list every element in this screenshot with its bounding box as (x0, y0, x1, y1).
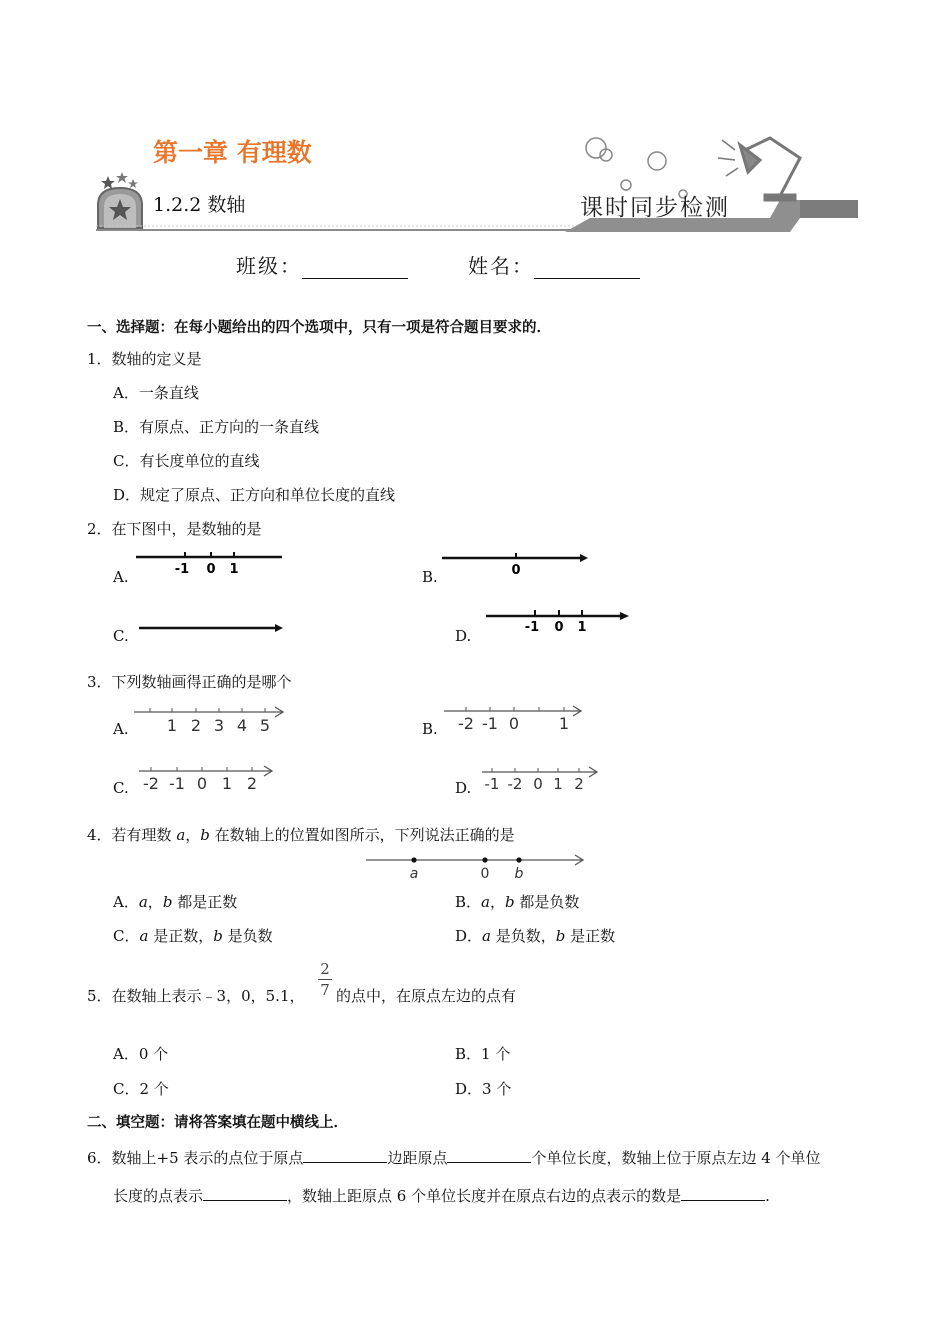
q4-option-d: D．a 是负数，b 是正数 (455, 927, 616, 945)
chapter-title: 第一章 有理数 (153, 138, 312, 167)
section1-title: 一、选择题：在每小题给出的四个选项中，只有一项是符合题目要求的． (87, 320, 551, 336)
q3-figure-c (135, 761, 285, 793)
tick-label: a (409, 866, 419, 882)
q6-line1: 6．数轴上+5 表示的点位于原点 边距原点 个单位长度，数轴上位于原点左边 4 个单位 (87, 1146, 821, 1168)
q5-option-c: C．2 个 (113, 1080, 169, 1098)
tick-label: 4 (236, 716, 248, 734)
q5-option-b: B．1 个 (455, 1045, 511, 1063)
fraction-numerator: 2 (320, 960, 330, 978)
tick-label: 0 (508, 714, 520, 733)
q2-label-a: A. (113, 568, 129, 586)
tick-label: 1 (166, 716, 178, 734)
q5-fraction (318, 960, 332, 999)
tick-label: 1 (577, 620, 587, 635)
tick-label: -1 (524, 620, 540, 635)
tick-label: 0 (196, 774, 208, 793)
point-b (516, 857, 521, 862)
point-a (411, 857, 416, 862)
tick-label: 0 (206, 562, 216, 577)
q3-label-d: D. (455, 779, 472, 797)
q6-line2: 长度的点表示 ，数轴上距原点 6 个单位长度并在原点右边的点表示的数是 . (113, 1184, 770, 1206)
q4-number-line (362, 850, 592, 882)
tick-label: 3 (213, 716, 225, 734)
q2-label-b: B. (422, 568, 438, 586)
tick-label: -2 (143, 774, 159, 793)
section2-title: 二、填空题：请将答案填在题中横线上． (87, 1115, 348, 1131)
tick-label: 1 (229, 562, 239, 577)
q2-figure-d (482, 606, 637, 636)
section-title: 1.2.2 数轴 (153, 194, 246, 216)
q1-option-a: A．一条直线 (113, 384, 199, 402)
q4-option-b: B．a，b 都是负数 (455, 893, 580, 911)
tick-label: 0 (511, 563, 521, 578)
q3-stem: 3．下列数轴画得正确的是哪个 (87, 673, 292, 691)
name-field (468, 250, 640, 279)
q5-option-a: A．0 个 (113, 1045, 169, 1063)
q3-figure-b (440, 701, 590, 733)
q2-stem: 2．在下图中，是数轴的是 (87, 520, 262, 538)
tick-label: b (514, 866, 524, 882)
tick-label: -1 (484, 775, 500, 793)
q5-stem-pre: 5．在数轴上表示﹣3，0，5.1， (87, 987, 305, 1005)
tick-label: 2 (246, 774, 258, 793)
tick-label: 1 (558, 714, 570, 733)
star-badge-icon (98, 172, 142, 228)
answer-blank[interactable] (447, 1146, 531, 1163)
q1-stem: 1．数轴的定义是 (87, 350, 202, 368)
q2-label-c: C. (113, 627, 129, 645)
class-label: 班级： (236, 254, 302, 278)
answer-blank[interactable] (681, 1184, 765, 1201)
q4-option-a: A．a，b 都是正数 (113, 893, 238, 911)
q3-figure-d (478, 762, 608, 794)
q3-label-b: B. (422, 720, 438, 738)
q5-option-d: D．3 个 (455, 1080, 512, 1098)
class-blank[interactable] (302, 260, 408, 279)
q2-figure-b (438, 548, 598, 578)
name-blank[interactable] (534, 260, 640, 279)
tick-label: 0 (554, 620, 564, 635)
tick-label: -2 (507, 775, 523, 793)
tick-label: 2 (190, 716, 202, 734)
q3-label-c: C. (113, 779, 129, 797)
answer-blank[interactable] (203, 1184, 287, 1201)
tick-label: 5 (259, 716, 271, 734)
desk-lamp-icon (718, 138, 800, 200)
q2-figure-c (133, 620, 293, 636)
tick-label: -1 (169, 774, 185, 793)
q4-option-c: C．a 是正数，b 是负数 (113, 927, 273, 945)
q4-stem: 4．若有理数 a，b 在数轴上的位置如图所示，下列说法正确的是 (87, 826, 515, 844)
q5-stem-post: 的点中，在原点左边的点有 (336, 987, 517, 1005)
tick-label: 0 (480, 866, 490, 882)
header-decoration (0, 0, 950, 240)
q1-option-c: C．有长度单位的直线 (113, 452, 260, 470)
q1-option-d: D．规定了原点、正方向和单位长度的直线 (113, 486, 396, 504)
tick-label: 1 (221, 774, 233, 793)
fraction-denominator: 7 (320, 981, 330, 999)
point-origin (482, 857, 487, 862)
tick-label: -1 (174, 562, 190, 577)
tick-label: -2 (458, 714, 474, 733)
name-label: 姓名： (468, 254, 534, 278)
class-field (236, 250, 408, 279)
q2-label-d: D. (455, 627, 472, 645)
q3-label-a: A. (113, 720, 129, 738)
q1-option-b: B．有原点、正方向的一条直线 (113, 418, 320, 436)
tick-label: -1 (482, 714, 498, 733)
q2-figure-a (130, 548, 290, 578)
tick-label: 0 (533, 775, 543, 793)
banner-text: 课时同步检测 (580, 195, 730, 221)
tick-label: 1 (553, 775, 563, 793)
tick-label: 2 (574, 775, 584, 793)
q3-figure-a (130, 702, 290, 734)
answer-blank[interactable] (303, 1146, 387, 1163)
